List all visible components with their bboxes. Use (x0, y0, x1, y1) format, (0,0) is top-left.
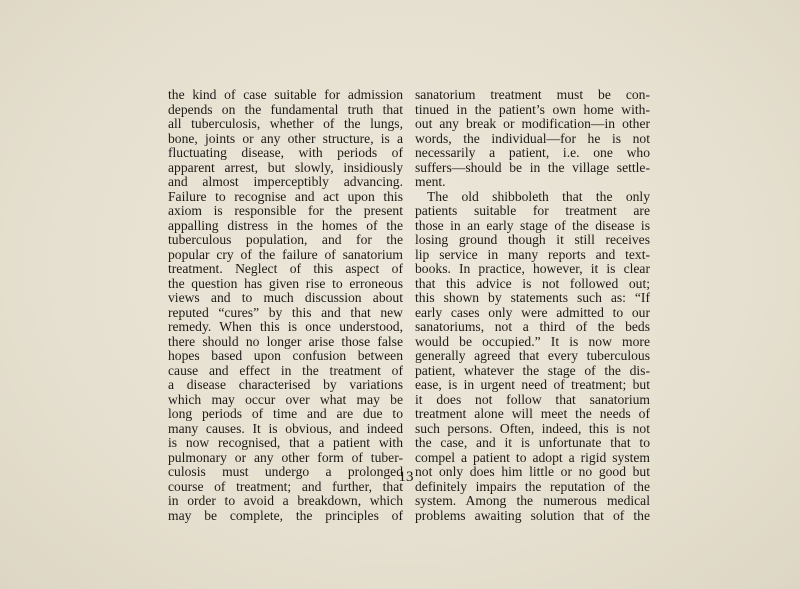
text-line: tinued in the patient’s own home with- (415, 102, 650, 117)
text-line: losing ground though it still receives (415, 233, 650, 247)
text-line: popular cry of the failure of sanatorium (168, 247, 403, 262)
text-line: cause and effect in the treatment of (168, 363, 403, 378)
text-line: system. Among the numerous medical (415, 494, 650, 508)
text-line: sanatorium treatment must be con- (415, 88, 650, 102)
text-line: there should no longer arise those false (168, 334, 403, 349)
text-line: out any break or modification—in other (415, 117, 650, 131)
text-line: early cases only were admitted to our (415, 305, 650, 320)
text-line: Failure to recognise and act upon this (168, 189, 403, 204)
text-line: this shown by statements such as: “If (415, 291, 650, 305)
text-line: lip service in many reports and text- (415, 247, 650, 262)
text-line: in order to avoid a breakdown, which (168, 494, 403, 508)
text-line: words, the individual—for he is not (415, 131, 650, 146)
text-line: books. In practice, however, it is clear (415, 262, 650, 276)
text-line: a disease characterised by variations (168, 378, 403, 392)
text-line: many causes. It is obvious, and indeed (168, 421, 403, 436)
text-line: would be occupied.” It is now more (415, 334, 650, 349)
text-line: compel a patient to adopt a rigid system (415, 450, 650, 465)
text-line: definitely impairs the reputation of the (415, 479, 650, 494)
text-line: axiom is responsible for the present (168, 204, 403, 218)
text-line: the case, and it is unfortunate that to (415, 436, 650, 450)
text-line: not only does him little or no good but (415, 465, 650, 479)
text-line: those in an early stage of the disease is (415, 218, 650, 233)
text-line: treatment. Neglect of this aspect of (168, 262, 403, 276)
text-line: bone, joints or any other structure, is a (168, 131, 403, 146)
text-line: which may occur over what may be (168, 392, 403, 407)
text-line: necessarily a patient, i.e. one who (415, 146, 650, 160)
text-line: patients suitable for treatment are (415, 204, 650, 218)
text-line: generally agreed that every tuberculous (415, 349, 650, 363)
text-line: the question has given rise to erroneous (168, 276, 403, 291)
text-line: long periods of time and are due to (168, 407, 403, 421)
text-line: views and to much discussion about (168, 291, 403, 305)
right-text-column (415, 88, 650, 523)
text-line: depends on the fundamental truth that (168, 102, 403, 117)
text-line: all tuberculosis, whether of the lungs, (168, 117, 403, 131)
left-text-column (168, 88, 403, 523)
text-line: ease, is in urgent need of treatment; but (415, 378, 650, 392)
text-line: it does not follow that sanatorium (415, 392, 650, 407)
text-line: the kind of case suitable for admission (168, 88, 403, 102)
text-line: patient, whatever the stage of the dis- (415, 363, 650, 378)
page-number: 13 (398, 469, 414, 485)
text-line: suffers—should be in the village settle- (415, 160, 650, 175)
text-line: tuberculous population, and for the (168, 233, 403, 247)
text-line: problems awaiting solution that of the (415, 508, 650, 523)
text-line: sanatoriums, not a third of the beds (415, 320, 650, 334)
text-line: culosis must undergo a prolonged (168, 465, 403, 479)
text-line: treatment alone will meet the needs of (415, 407, 650, 421)
text-line: hopes based upon confusion between (168, 349, 403, 363)
text-line: ment. (415, 175, 446, 189)
text-line: pulmonary or any other form of tuber- (168, 450, 403, 465)
text-line: is now recognised, that a patient with (168, 436, 403, 450)
text-line: apparent arrest, but slowly, insidiously (168, 160, 403, 175)
text-line: may be complete, the principles of (168, 508, 403, 523)
text-line: such persons. Often, indeed, this is not (415, 421, 650, 436)
text-line: appalling distress in the homes of the (168, 218, 403, 233)
text-line: reputed “cures” by this and that new (168, 305, 403, 320)
text-line: The old shibboleth that the only (427, 189, 650, 204)
text-line: fluctuating disease, with periods of (168, 146, 403, 160)
text-line: remedy. When this is once understood, (168, 320, 403, 334)
text-line: that this advice is not followed out; (415, 276, 650, 291)
text-line: course of treatment; and further, that (168, 479, 403, 494)
text-line: and almost imperceptibly advancing. (168, 175, 403, 189)
